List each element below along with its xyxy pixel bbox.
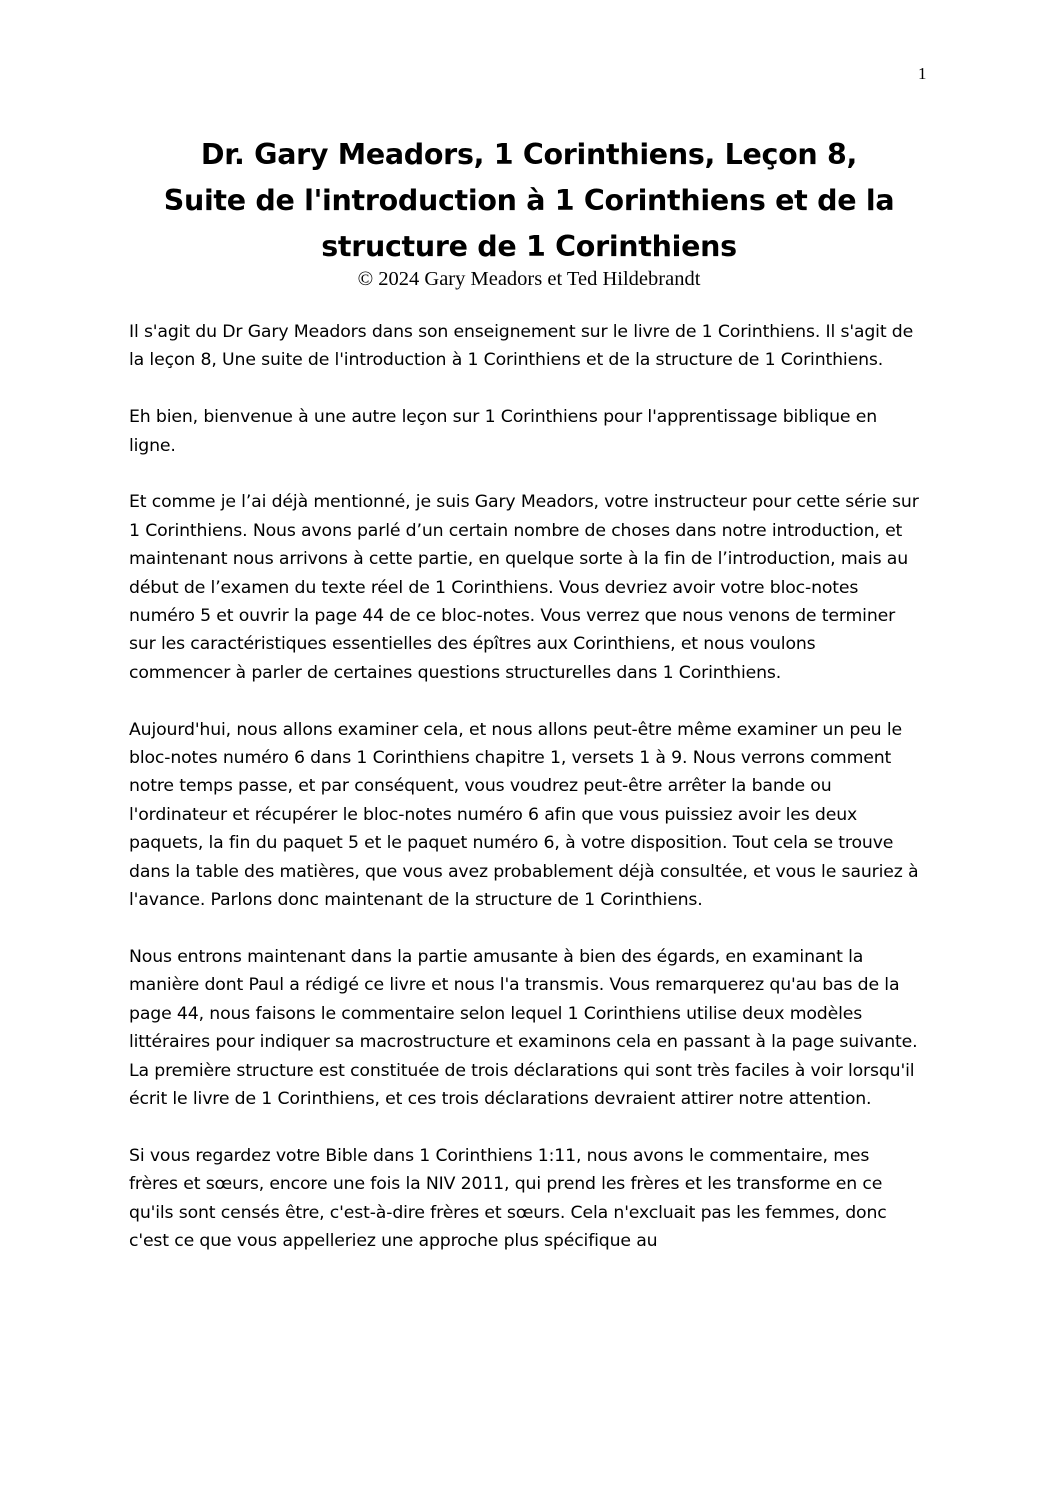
- paragraph: Si vous regardez votre Bible dans 1 Corinthiens 1:11, nous avons le commentaire, mes frères et sœurs, encore une fois la NIV 2011, qui prend les frères et les transforme en ce qu'ils sont censés être, c'est-à-dire frères et sœurs. Cela n'excluait pas les femmes, donc c'est ce que vous appelleriez une approche plus spécifique au: [129, 1145, 887, 1251]
- paragraph: Il s'agit du Dr Gary Meadors dans son enseignement sur le livre de 1 Corinthiens. Il s'agit de la leçon 8, Une suite de l'introduction à 1 Corinthiens et de la structure de 1 Corinthiens.: [129, 322, 914, 371]
- page-title: [0, 132, 1058, 270]
- title-line-2: Suite de l'introduction à 1 Corinthiens et de la: [163, 184, 895, 217]
- paragraph: Et comme je l’ai déjà mentionné, je suis Gary Meadors, votre instructeur pour cette série sur 1 Corinthiens. Nous avons parlé d’un certain nombre de choses dans notre introduction, et maintenant nous arrivons à cette partie, en quelque sorte à la fin de l’introduction, mais au début de l’examen du texte réel de 1 Corinthiens. Vous devriez avoir votre bloc-notes numéro 5 et ouvrir la page 44 de ce bloc-notes. Vous verrez que nous venons de terminer sur les caractéristiques essentielles des épîtres aux Corinthiens, et nous voulons commencer à parler de certaines questions structurelles dans 1 Corinthiens.: [129, 492, 919, 683]
- copyright-notice: © 2024 Gary Meadors et Ted Hildebrandt: [357, 268, 701, 290]
- paragraph: Nous entrons maintenant dans la partie amusante à bien des égards, en examinant la manière dont Paul a rédigé ce livre et nous l'a transmis. Vous remarquerez qu'au bas de la page 44, nous faisons le commentaire selon lequel 1 Corinthiens utilise deux modèles littéraires pour indiquer sa macrostructure et examinons cela en passant à la page suivante. La première structure est constituée de trois déclarations qui sont très faciles à voir lorsqu'il écrit le livre de 1 Corinthiens, et ces trois déclarations devraient attirer notre attention.: [129, 946, 918, 1109]
- page-number: 1: [918, 64, 927, 83]
- title-line-1: Dr. Gary Meadors, 1 Corinthiens, Leçon 8,: [200, 138, 858, 171]
- document-body: [129, 318, 919, 1284]
- paragraph: Eh bien, bienvenue à une autre leçon sur 1 Corinthiens pour l'apprentissage biblique en ligne.: [129, 407, 878, 456]
- title-line-3: structure de 1 Corinthiens: [321, 230, 737, 263]
- paragraph: Aujourd'hui, nous allons examiner cela, et nous allons peut-être même examiner un peu le bloc-notes numéro 6 dans 1 Corinthiens chapitre 1, versets 1 à 9. Nous verrons comment notre temps passe, et par conséquent, vous voudrez peut-être arrêter la bande ou l'ordinateur et récupérer le bloc-notes numéro 6 afin que vous puissiez avoir les deux paquets, la fin du paquet 5 et le paquet numéro 6, à votre disposition. Tout cela se trouve dans la table des matières, que vous avez probablement déjà consultée, et vous le sauriez à l'avance. Parlons donc maintenant de la structure de 1 Corinthiens.: [129, 719, 919, 911]
